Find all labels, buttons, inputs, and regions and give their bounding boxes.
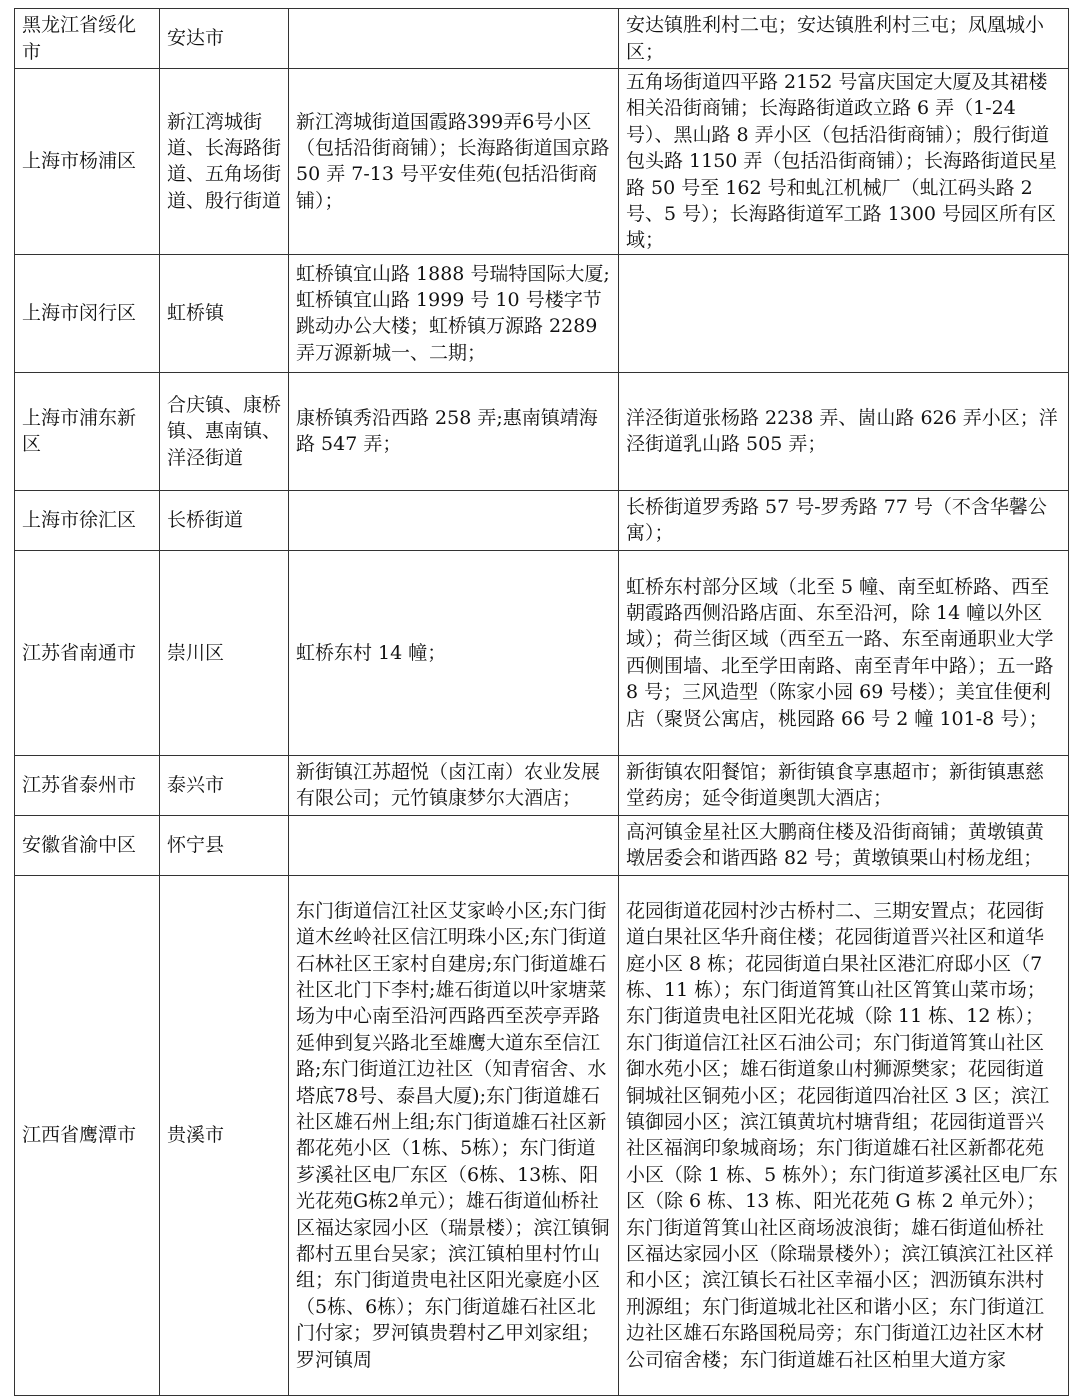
low-risk-cell: 安达镇胜利村二屯；安达镇胜利村三屯；凤凰城小区； (619, 9, 1069, 69)
region-cell: 安徽省渝中区 (15, 815, 160, 875)
medium-risk-cell: 虹桥镇宜山路 1888 号瑞特国际大厦;虹桥镇宜山路 1999 号 10 号楼字节跳动办公大楼；虹桥镇万源路 2289 弄万源新城一、二期； (289, 254, 619, 372)
medium-risk-cell (289, 815, 619, 875)
low-risk-cell: 虹桥东村部分区域（北至 5 幢、南至虹桥路、西至朝霞路西侧沿路店面、东至沿河，除 14 幢以外区域）；荷兰街区域（西至五一路、东至南通职业大学西侧围墙、北至学田南路、南至青年中路）；五一路 8 号；三风造型（陈家小园 69 号楼）；美宜佳便利店（聚贤公寓店，桃园路 66 号 2 幢 101-8 号）； (619, 550, 1069, 755)
medium-risk-cell (289, 9, 619, 69)
low-risk-cell: 长桥街道罗秀路 57 号-罗秀路 77 号（不含华馨公寓）； (619, 490, 1069, 550)
district-cell: 虹桥镇 (160, 254, 289, 372)
region-cell: 上海市浦东新区 (15, 372, 160, 490)
region-cell: 江西省鹰潭市 (15, 875, 160, 1395)
district-cell: 新江湾城街道、长海路街道、五角场街道、殷行街道 (160, 69, 289, 255)
medium-risk-cell: 虹桥东村 14 幢； (289, 550, 619, 755)
table-row (15, 815, 1069, 875)
table-row (15, 372, 1069, 490)
low-risk-cell: 花园街道花园村沙古桥村二、三期安置点；花园街道白果社区华升商住楼；花园街道晋兴社区和道华庭小区 8 栋；花园街道白果社区港汇府邸小区（7栋、11 栋）；东门街道筲箕山社区筲箕山菜市场；东门街道贵电社区阳光花城（除 11 栋、12 栋）；东门街道信江社区石油公司；东门街道筲箕山社区御水苑小区；雄石街道象山村狮源樊家；花园街道铜城社区铜苑小区；花园街道四冶社区 3 区；滨江镇御园小区；滨江镇黄坑村塘背组；花园街道晋兴社区福润印象城商场；东门街道雄石社区新都花苑小区（除 1 栋、5 栋外）；东门街道芗溪社区电厂东区（除 6 栋、13 栋、阳光花苑 G 栋 2 单元外）；东门街道筲箕山社区商场波浪街；雄石街道仙桥社区福达家园小区（除瑞景楼外）；滨江镇滨江社区祥和小区；滨江镇长石社区幸福小区；泗沥镇东洪村刑源组；东门街道城北社区和谐小区；东门街道江边社区雄石东路国税局旁；东门街道江边社区木材公司宿舍楼；东门街道雄石社区柏里大道方家 (619, 875, 1069, 1395)
table-row (15, 755, 1069, 815)
district-cell: 怀宁县 (160, 815, 289, 875)
low-risk-cell: 新街镇农阳餐馆；新街镇食享惠超市；新街镇惠慈堂药房；延令街道奥凯大酒店； (619, 755, 1069, 815)
table-row (15, 9, 1069, 69)
low-risk-cell: 高河镇金星社区大鹏商住楼及沿街商铺；黄墩镇黄墩居委会和谐西路 82 号；黄墩镇栗山村杨龙组； (619, 815, 1069, 875)
medium-risk-cell: 康桥镇秀沿西路 258 弄;惠南镇靖海路 547 弄； (289, 372, 619, 490)
region-cell: 上海市徐汇区 (15, 490, 160, 550)
district-cell: 安达市 (160, 9, 289, 69)
table-row (15, 254, 1069, 372)
medium-risk-cell: 东门街道信江社区艾家岭小区;东门街道木丝岭社区信江明珠小区;东门街道石林社区王家村自建房;东门街道雄石社区北门下李村;雄石街道以叶家塘菜场为中心南至沿河西路西至茨亭弄路延伸到复兴路北至雄鹰大道东至信江路;东门街道江边社区（知青宿舍、水塔底78号、泰昌大厦);东门街道雄石社区雄石州上组;东门街道雄石社区新都花苑小区（1栋、5栋）；东门街道芗溪社区电厂东区（6栋、13栋、阳光花苑G栋2单元）；雄石街道仙桥社区福达家园小区（瑞景楼）；滨江镇铜都村五里台吴家；滨江镇柏里村竹山组；东门街道贵电社区阳光豪庭小区（5栋、6栋）；东门街道雄石社区北门付家；罗河镇贵碧村乙甲刘家组；罗河镇周 (289, 875, 619, 1395)
region-cell: 江苏省泰州市 (15, 755, 160, 815)
medium-risk-cell: 新江湾城街道国霞路399弄6号小区（包括沿街商铺）；长海路街道国京路 50 弄 7-13 号平安佳苑(包括沿街商铺）； (289, 69, 619, 255)
region-cell: 上海市杨浦区 (15, 69, 160, 255)
low-risk-cell: 洋泾街道张杨路 2238 弄、崮山路 626 弄小区；洋泾街道乳山路 505 弄； (619, 372, 1069, 490)
district-cell: 长桥街道 (160, 490, 289, 550)
region-cell: 黑龙江省绥化市 (15, 9, 160, 69)
district-cell: 泰兴市 (160, 755, 289, 815)
low-risk-cell: 五角场街道四平路 2152 号富庆国定大厦及其裙楼相关沿街商铺；长海路街道政立路 6 弄（1-24 号）、黑山路 8 弄小区（包括沿街商铺）；殷行街道包头路 1150 弄（包括沿街商铺）；长海路街道民星路 50 号至 162 号和虬江机械厂（虬江码头路 2 号、5 号）；长海路街道军工路 1300 号园区所有区域； (619, 69, 1069, 255)
district-cell: 合庆镇、康桥镇、惠南镇、洋泾街道 (160, 372, 289, 490)
risk-area-table (14, 8, 1069, 1396)
district-cell: 崇川区 (160, 550, 289, 755)
medium-risk-cell: 新街镇江苏超悦（卤江南）农业发展有限公司；元竹镇康梦尔大酒店； (289, 755, 619, 815)
low-risk-cell (619, 254, 1069, 372)
table-row (15, 69, 1069, 255)
region-cell: 上海市闵行区 (15, 254, 160, 372)
table-row (15, 875, 1069, 1395)
region-cell: 江苏省南通市 (15, 550, 160, 755)
table-row (15, 490, 1069, 550)
table-row (15, 550, 1069, 755)
district-cell: 贵溪市 (160, 875, 289, 1395)
medium-risk-cell (289, 490, 619, 550)
